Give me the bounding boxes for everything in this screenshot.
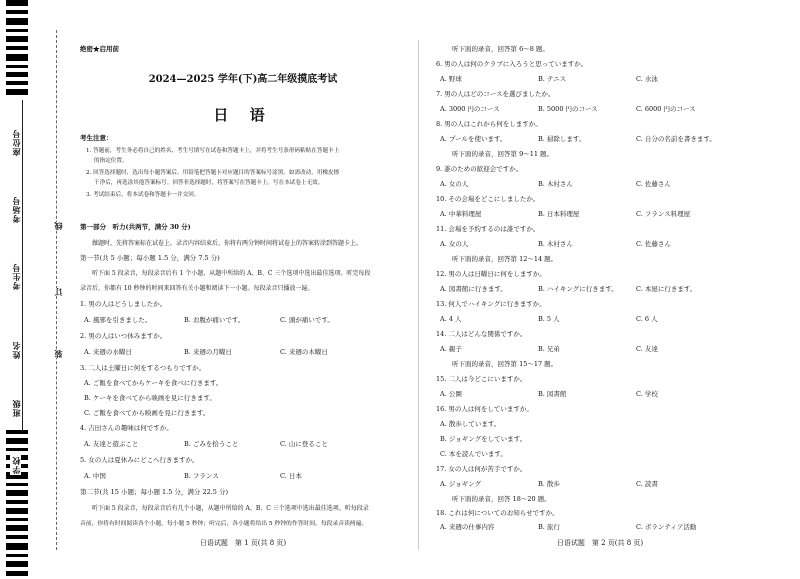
options-6 <box>440 74 658 83</box>
question-8: 8. 男の人はこれから何をしますか。 <box>436 120 542 128</box>
option[interactable]: C. 友達 <box>636 345 658 353</box>
option[interactable]: A. プールを使います。 <box>440 135 507 143</box>
notice-heading: 考生注意： <box>80 134 113 142</box>
option[interactable]: B. 5000 円のコース <box>538 105 598 113</box>
option[interactable]: C. 水泳 <box>636 75 658 83</box>
question-2: 2. 男の人はいつ休みますか。 <box>80 332 167 340</box>
question-4: 4. 吉田さんの趣味は何ですか。 <box>80 424 173 432</box>
option[interactable]: B. 散歩 <box>538 480 560 488</box>
question-12: 12. 男の人は日曜日に何をしますか。 <box>436 270 546 278</box>
section1-description: 录音后，你都有 10 秒钟的时间来回答有关小题和阅读下一小题。每段录音只播放一遍。 <box>80 285 314 292</box>
group-intro: 听下面的录音，回答第 6～8 题。 <box>452 45 549 53</box>
option[interactable]: A. 親子 <box>440 345 462 353</box>
option[interactable]: A. 4 人 <box>440 315 462 323</box>
option[interactable]: C. 自分の名前を書きます。 <box>636 135 716 143</box>
subject-title: 日 语 <box>213 106 273 124</box>
option[interactable]: A. 公園 <box>440 390 462 398</box>
question-11: 11. 会場を予約するのは誰ですか。 <box>436 225 540 233</box>
option[interactable]: A. 図書館に行きます。 <box>440 285 507 293</box>
option[interactable]: A. 散歩しています。 <box>440 420 501 428</box>
option[interactable]: B. テニス <box>538 75 567 83</box>
option[interactable]: A. 野球 <box>440 75 462 83</box>
question-5: 5. 女の人は夏休みにどこへ行きますか。 <box>80 456 199 464</box>
exam-title: 2024—2025 学年(下)高二年级摸底考试 <box>148 74 338 85</box>
section2-heading: 第二节(共 15 小题；每小题 1.5 分，满分 22.5 分) <box>80 488 229 496</box>
option[interactable]: B. ごみを拾うこと <box>184 440 239 448</box>
option[interactable]: A. 風邪を引きました。 <box>84 316 152 324</box>
question-7: 7. 男の人はどのコースを選びましたか。 <box>436 90 555 98</box>
options-15 <box>440 389 658 398</box>
question-17: 17. 女の人は何が苦手ですか。 <box>436 465 527 473</box>
option[interactable]: B. 旅行 <box>538 523 560 531</box>
notice-line: 1. 答题前，考生务必将自己的姓名、考生号填写在试卷和答题卡上，并将考生号条形码粘贴在答题卡上 <box>86 148 340 154</box>
page-2 <box>430 0 770 579</box>
question-13: 13. 何人でハイキングに行きますか。 <box>436 300 546 308</box>
option[interactable]: C. 6 人 <box>636 315 658 323</box>
option[interactable]: A. 中華料理屋 <box>440 210 482 218</box>
option[interactable]: C. 来週の木曜日 <box>280 348 328 356</box>
group-intro: 听下面的录音，回答第 9～11 题。 <box>452 150 554 158</box>
group-intro: 听下面的录音，回答第 15～17 题。 <box>452 360 558 368</box>
name-label: 姓名 <box>11 341 21 359</box>
section2-description: 听下面 5 段录音，每段录音后有几个小题，从题中所给的 A、B、C 三个选项中选出最佳选项。听每段录 <box>92 505 369 512</box>
option[interactable]: B. 来週の月曜日 <box>184 348 232 356</box>
options-2 <box>84 347 328 356</box>
option[interactable]: C. フランス料理屋 <box>636 210 691 218</box>
option[interactable]: C. 佐藤さん <box>636 180 671 188</box>
options-14 <box>440 344 658 353</box>
option[interactable]: A. 中国 <box>84 472 106 480</box>
options-12 <box>440 284 696 293</box>
option[interactable]: C. 学校 <box>636 390 658 398</box>
option[interactable]: B. ジョギングをしています。 <box>440 435 527 443</box>
confidential-mark: 绝密★启用前 <box>80 45 119 53</box>
exam-room-label: 考场号 <box>11 196 21 223</box>
option[interactable]: C. 山に登ること <box>280 440 328 448</box>
option[interactable]: A. 来週の水曜日 <box>84 348 132 356</box>
question-16: 16. 男の人は何をしていますか。 <box>436 405 533 413</box>
options-18 <box>440 522 696 531</box>
binding-char-order: 订 <box>53 288 63 296</box>
option[interactable]: A. 来週の仕事内容 <box>440 523 495 531</box>
options-4 <box>84 439 328 448</box>
option[interactable]: A. ご飯を食べてからケーキを食べに行きます。 <box>84 379 223 387</box>
option[interactable]: B. 掃除します。 <box>538 135 586 143</box>
option[interactable]: B. 兄弟 <box>538 345 560 353</box>
option[interactable]: B. 木村さん <box>538 240 573 248</box>
option[interactable]: C. ご飯を食べてから映画を見に行きます。 <box>84 409 210 417</box>
option[interactable]: C. ボランティア活動 <box>636 523 697 531</box>
notice-line: 的指定位置。 <box>94 158 128 164</box>
question-3: 3. 二人は土曜日に何をするつもりですか。 <box>80 364 206 372</box>
binding-char-line: 线 <box>53 222 63 230</box>
option[interactable]: C. 6000 円のコース <box>636 105 696 113</box>
options-17 <box>440 479 658 488</box>
options-8 <box>440 134 716 143</box>
section1-heading: 第一节(共 5 小题；每小题 1.5 分，满分 7.5 分) <box>80 254 220 262</box>
option[interactable]: A. 友達と遊ぶこと <box>84 440 139 448</box>
option[interactable]: C. 本屋に行きます。 <box>636 285 697 293</box>
question-10: 10. その会場をどこにしましたか。 <box>436 195 540 203</box>
question-6: 6. 男の人は何のクラブに入ろうと思っていますか。 <box>436 60 588 68</box>
question-1: 1. 男の人はどうしましたか。 <box>80 300 167 308</box>
question-18: 18. これは何についてのお知らせですか。 <box>436 509 559 517</box>
question-9: 9. 誰のための歓迎会ですか。 <box>436 165 523 173</box>
page-2-footer: 日语试题 第 2 页(共 8 页) <box>556 539 644 547</box>
notice-line: 干净后，再选涂其他答案标号。回答非选择题时，将答案写在答题卡上。写在本试卷上无效。 <box>94 180 324 186</box>
option[interactable]: C. 頭が痛いです。 <box>280 316 334 324</box>
student-number-label: 考生号 <box>11 263 21 290</box>
seat-number-label: 座位号 <box>11 129 21 156</box>
options-9 <box>440 179 671 188</box>
option[interactable]: B. ハイキングに行きます。 <box>538 285 618 293</box>
notice-line: 2. 回答选择题时，选出每小题答案后，用铅笔把答题卡对应题目的答案标号涂黑。如需改动，用橡皮擦 <box>86 170 340 176</box>
options-7 <box>440 104 696 113</box>
option[interactable]: B. お腹が痛いです。 <box>184 316 245 324</box>
option[interactable]: A. 女の人 <box>440 240 469 248</box>
option[interactable]: A. 3000 円のコース <box>440 105 500 113</box>
question-14: 14. 二人はどんな関係ですか。 <box>436 330 527 338</box>
option[interactable]: A. 女の人 <box>440 180 469 188</box>
option[interactable]: B. 木村さん <box>538 180 573 188</box>
option[interactable]: C. 本を読んでいます。 <box>440 450 507 458</box>
class-label: 班级 <box>11 399 21 417</box>
page-divider <box>418 40 419 550</box>
option[interactable]: C. 日本 <box>280 472 302 480</box>
options-10 <box>440 209 690 218</box>
section2-description: 音前，你将有时间阅读各个小题，每小题 5 秒钟；听完后，各小题将给出 5 秒钟的作答时间。每段录音读两遍。 <box>80 521 368 527</box>
option[interactable]: A. ジョギング <box>440 480 482 488</box>
option[interactable]: B. ケーキを食べてから映画を見に行きます。 <box>84 394 216 402</box>
option[interactable]: C. 読書 <box>636 480 658 488</box>
option[interactable]: B. 5 人 <box>538 315 560 323</box>
page-1 <box>78 0 408 579</box>
part1-heading: 第一部分 听力(共两节，满分 30 分) <box>80 223 191 231</box>
section1-description: 听下面 5 段录音，每段录音后有 1 个小题，从题中所给的 A、B、C 三个选项中选出最佳选项。听完每段 <box>92 270 371 277</box>
option[interactable]: C. 佐藤さん <box>636 240 671 248</box>
options-1 <box>84 315 334 324</box>
option[interactable]: B. 図書館 <box>538 390 567 398</box>
group-intro: 听下面的录音，回答第 12～14 题。 <box>452 255 558 263</box>
group-intro: 听下面的录音，回答 18～20 题。 <box>452 495 551 503</box>
options-13 <box>440 314 658 323</box>
page-1-footer: 日语试题 第 1 页(共 8 页) <box>199 539 287 547</box>
option[interactable]: B. 日本料理屋 <box>538 210 580 218</box>
question-15: 15. 二人は今どこにいますか。 <box>436 375 527 383</box>
option[interactable]: B. フランス <box>184 472 219 480</box>
options-11 <box>440 239 671 248</box>
notice-line: 3. 考试结束后，将本试卷和答题卡一并交回。 <box>86 192 200 198</box>
binding-char-install: 装 <box>53 350 63 358</box>
options-5 <box>84 471 302 480</box>
margin-rule <box>22 100 23 430</box>
part1-description: 做题时，先将答案标在试卷上。录音内容结束后，你将有两分钟时间将试卷上的答案转涂到答题卡上。 <box>92 240 363 247</box>
binding-margin <box>0 0 74 579</box>
school-label: 学校 <box>11 456 21 474</box>
